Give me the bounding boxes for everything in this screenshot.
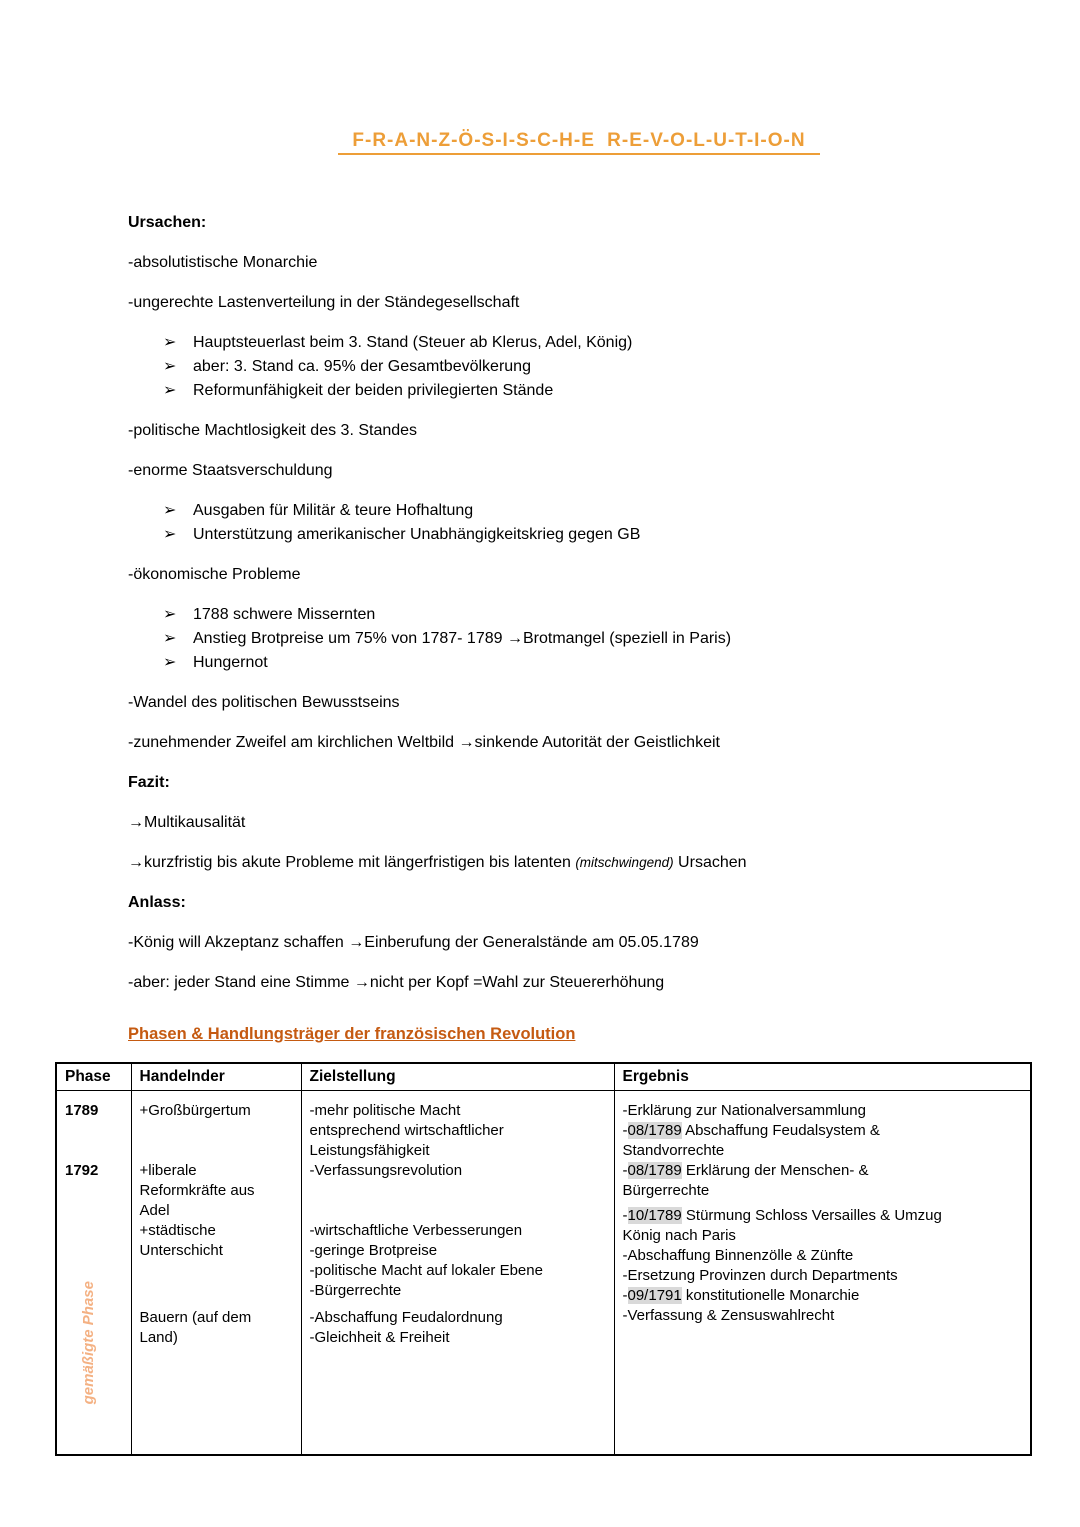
arrow-bullet-icon: ➢	[163, 526, 177, 543]
paragraph-staatsverschuldung: -enorme Staatsverschuldung	[128, 462, 333, 479]
table-line: -Bürgerrechte	[309, 1282, 402, 1299]
table-body-row	[56, 1091, 1031, 1456]
phase-year-1789: 1789	[65, 1102, 99, 1119]
table-line	[623, 1141, 1023, 1161]
table-line	[623, 1266, 1023, 1286]
bullet-text: Unterstützung amerikanischer Unabhängigkeitskrieg gegen GB	[193, 526, 641, 543]
paragraph-multikausalitaet: →Multikausalität	[128, 814, 246, 831]
bullet-item	[163, 603, 1030, 627]
line-text: -	[622, 1162, 628, 1179]
paragraph-zweifel-weltbild: -zunehmender Zweifel am kirchlichen Weltbild →sinkende Autorität der Geistlichkeit	[128, 734, 720, 751]
arrow-bullet-icon: ➢	[163, 358, 177, 375]
table-line	[623, 1206, 1023, 1226]
line-text: -Abschaffung Binnenzölle & Zünfte	[622, 1247, 854, 1264]
arrow-bullet-icon: ➢	[163, 334, 177, 351]
date-highlight: 10/1789	[627, 1207, 682, 1224]
col-header-handelnder: Handelnder	[131, 1063, 301, 1091]
paragraph-text: →kurzfristig bis akute Probleme mit längerfristigen bis latenten	[128, 854, 576, 871]
line-text: Stürmung Schloss Versailles & Umzug	[681, 1207, 942, 1224]
col-header-zielstellung: Zielstellung	[301, 1063, 614, 1091]
table-line: Bauern (auf dem	[139, 1309, 252, 1326]
table-line: +Großbürgertum	[139, 1102, 251, 1119]
line-text: Bürgerrechte	[622, 1182, 710, 1199]
line-text: konstitutionelle Monarchie	[681, 1287, 860, 1304]
table-line	[623, 1161, 1023, 1181]
table-line	[623, 1226, 1023, 1246]
bullet-text: aber: 3. Stand ca. 95% der Gesamtbevölkerung	[193, 358, 531, 375]
paragraph-italic-note: (mitschwingend)	[575, 855, 674, 870]
arrow-bullet-icon: ➢	[163, 502, 177, 519]
heading-fazit: Fazit:	[128, 774, 170, 791]
arrow-bullet-icon: ➢	[163, 630, 177, 647]
table-line: Land)	[139, 1329, 178, 1346]
arrow-bullet-icon: ➢	[163, 606, 177, 623]
handelnder-group-3	[140, 1308, 293, 1348]
bullet-list-oekonomie	[128, 603, 1030, 675]
line-text: -	[622, 1207, 628, 1224]
bullet-text: Hungernot	[193, 654, 268, 671]
cell-handelnder	[131, 1091, 301, 1456]
bullet-item	[163, 379, 1030, 403]
table-line: Adel	[139, 1202, 170, 1219]
cell-zielstellung	[301, 1091, 614, 1456]
bullet-text: Hauptsteuerlast beim 3. Stand (Steuer ab Klerus, Adel, König)	[193, 334, 633, 351]
arrow-bullet-icon: ➢	[163, 654, 177, 671]
col-header-ergebnis: Ergebnis	[614, 1063, 1031, 1091]
cell-phase	[56, 1091, 131, 1456]
zielstellung-group-3	[310, 1308, 606, 1348]
line-text: Standvorrechte	[622, 1142, 725, 1159]
table-line: Leistungsfähigkeit	[309, 1142, 430, 1159]
table-line: -mehr politische Macht	[309, 1102, 461, 1119]
doc-title-text: F-R-A-N-Z-Ö-S-I-S-C-H-E R-E-V-O-L-U-T-I-O-N	[338, 130, 819, 155]
zielstellung-group-2	[310, 1221, 606, 1301]
table-line: -politische Macht auf lokaler Ebene	[309, 1262, 543, 1279]
bullet-text: Anstieg Brotpreise um 75% von 1787- 1789 →Brotmangel (speziell in Paris)	[193, 630, 732, 647]
bullet-text: Ausgaben für Militär & teure Hofhaltung	[193, 502, 474, 519]
paragraph-text: Ursachen	[673, 854, 747, 871]
table-line: +städtische	[139, 1222, 216, 1239]
phase-year-1792: 1792	[65, 1162, 99, 1179]
paragraph-lastenverteilung: -ungerechte Lastenverteilung in der Ständegesellschaft	[128, 294, 520, 311]
phases-table	[55, 1062, 1032, 1456]
table-line	[623, 1286, 1023, 1306]
bullet-item	[163, 523, 1030, 547]
table-line	[623, 1246, 1023, 1266]
line-text: Abschaffung Feudalsystem &	[681, 1122, 880, 1139]
table-line: -Abschaffung Feudalordnung	[309, 1309, 503, 1326]
bullet-item	[163, 331, 1030, 355]
table-line: Unterschicht	[139, 1242, 223, 1259]
paragraph-machtlosigkeit: -politische Machtlosigkeit des 3. Standes	[128, 422, 418, 439]
cell-ergebnis	[614, 1091, 1031, 1456]
table-line	[623, 1306, 1023, 1326]
phase-vertical-label: gemäßigte Phase	[80, 1280, 97, 1404]
table-line: +liberale	[139, 1162, 197, 1179]
handelnder-group-2	[140, 1161, 293, 1261]
line-text: Erklärung der Menschen- &	[681, 1162, 869, 1179]
heading-ursachen: Ursachen:	[128, 214, 207, 231]
line-text: -	[622, 1122, 628, 1139]
table-line: -Verfassungsrevolution	[309, 1162, 463, 1179]
date-highlight: 08/1789	[627, 1122, 682, 1139]
line-text: -	[622, 1287, 628, 1304]
paragraph-oekonomische-probleme: -ökonomische Probleme	[128, 566, 301, 583]
paragraph-absolutistische-monarchie: -absolutistische Monarchie	[128, 254, 318, 271]
table-line: Reformkräfte aus	[139, 1182, 255, 1199]
table-line	[623, 1101, 1023, 1121]
table-line: -geringe Brotpreise	[309, 1242, 438, 1259]
doc-title	[128, 130, 1030, 155]
paragraph-wandel-bewusstsein: -Wandel des politischen Bewusstseins	[128, 694, 400, 711]
table-header-row	[56, 1063, 1031, 1091]
bullet-item	[163, 651, 1030, 675]
paragraph-generalstaende: -König will Akzeptanz schaffen →Einberufung der Generalstände am 05.05.1789	[128, 934, 699, 951]
line-text: -Ersetzung Provinzen durch Departments	[622, 1267, 898, 1284]
bullet-list-staatsverschuldung	[128, 499, 1030, 547]
paragraph-kurzfristig	[128, 851, 1030, 875]
table-line: entsprechend wirtschaftlicher	[309, 1122, 504, 1139]
table-line	[623, 1181, 1023, 1201]
paragraph-stimme-pro-stand: -aber: jeder Stand eine Stimme →nicht per Kopf =Wahl zur Steuererhöhung	[128, 974, 665, 991]
table-line: -Gleichheit & Freiheit	[309, 1329, 450, 1346]
table-line	[623, 1121, 1023, 1141]
line-text: König nach Paris	[622, 1227, 736, 1244]
bullet-item	[163, 627, 1030, 651]
date-highlight: 08/1789	[627, 1162, 682, 1179]
heading-anlass: Anlass:	[128, 894, 186, 911]
arrow-bullet-icon: ➢	[163, 382, 177, 399]
col-header-phase: Phase	[56, 1063, 131, 1091]
zielstellung-group-1	[310, 1101, 606, 1181]
bullet-list-staendegesellschaft	[128, 331, 1030, 403]
bullet-text: 1788 schwere Missernten	[193, 606, 376, 623]
table-line: -wirtschaftliche Verbesserungen	[309, 1222, 523, 1239]
line-text: -Verfassung & Zensuswahlrecht	[622, 1307, 835, 1324]
bullet-text: Reformunfähigkeit der beiden privilegierten Stände	[193, 382, 554, 399]
bullet-item	[163, 499, 1030, 523]
line-text: -Erklärung zur Nationalversammlung	[622, 1102, 866, 1119]
bullet-item	[163, 355, 1030, 379]
date-highlight: 09/1791	[627, 1287, 682, 1304]
heading-phasen: Phasen & Handlungsträger der französischen Revolution	[128, 1025, 576, 1043]
